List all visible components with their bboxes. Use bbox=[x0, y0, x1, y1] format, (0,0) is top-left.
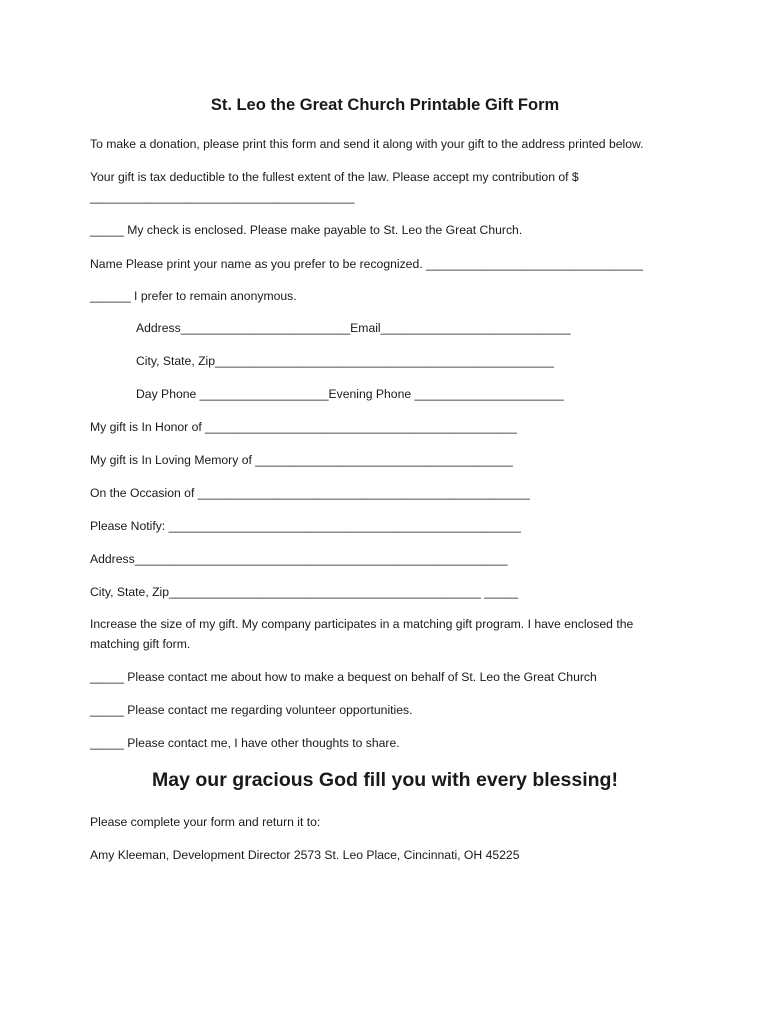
form-title: St. Leo the Great Church Printable Gift Form bbox=[210, 96, 560, 114]
occasion-field[interactable]: On the Occasion of _________________________________________________ bbox=[90, 486, 530, 500]
other-thoughts-option[interactable]: _____ Please contact me, I have other thoughts to share. bbox=[90, 736, 400, 750]
check-enclosed-option[interactable]: _____ My check is enclosed. Please make payable to St. Leo the Great Church. bbox=[90, 223, 523, 237]
matching-gift-text: Increase the size of my gift. My company participates in a matching gift program. I have enclosed the matching gift form. bbox=[90, 617, 634, 651]
notify-field[interactable]: Please Notify: ____________________________________________________ bbox=[90, 519, 522, 533]
blessing-heading: May our gracious God fill you with every blessing! bbox=[152, 769, 618, 791]
anonymous-option[interactable]: ______ I prefer to remain anonymous. bbox=[90, 289, 297, 303]
city-state-zip-field[interactable]: City, State, Zip__________________________________________________ bbox=[136, 354, 554, 368]
address-email-field[interactable]: Address_________________________Email____________________________ bbox=[136, 321, 571, 335]
memory-field[interactable]: My gift is In Loving Memory of ______________________________________ bbox=[90, 453, 513, 467]
return-instructions: Please complete your form and return it to: bbox=[90, 815, 321, 829]
phone-fields[interactable]: Day Phone ___________________Evening Phone ______________________ bbox=[136, 387, 564, 401]
tax-deductible-text: Your gift is tax deductible to the fullest extent of the law. Please accept my contribution of $ bbox=[90, 170, 579, 184]
return-contact-address: Amy Kleeman, Development Director 2573 St. Leo Place, Cincinnati, OH 45225 bbox=[90, 848, 520, 862]
bequest-option[interactable]: _____ Please contact me about how to make a bequest on behalf of St. Leo the Great Church bbox=[90, 670, 597, 684]
intro-text: To make a donation, please print this form and send it along with your gift to the address printed below. bbox=[90, 137, 644, 151]
volunteer-option[interactable]: _____ Please contact me regarding volunteer opportunities. bbox=[90, 703, 413, 717]
name-field[interactable]: Name Please print your name as you prefer to be recognized. ________________________________ bbox=[90, 257, 643, 271]
notify-city-state-zip-field[interactable]: City, State, Zip______________________________________________ _____ bbox=[90, 585, 519, 599]
notify-address-field[interactable]: Address_______________________________________________________ bbox=[90, 552, 508, 566]
honor-field[interactable]: My gift is In Honor of ______________________________________________ bbox=[90, 420, 517, 434]
contribution-amount-blank[interactable]: _______________________________________ bbox=[90, 190, 355, 204]
